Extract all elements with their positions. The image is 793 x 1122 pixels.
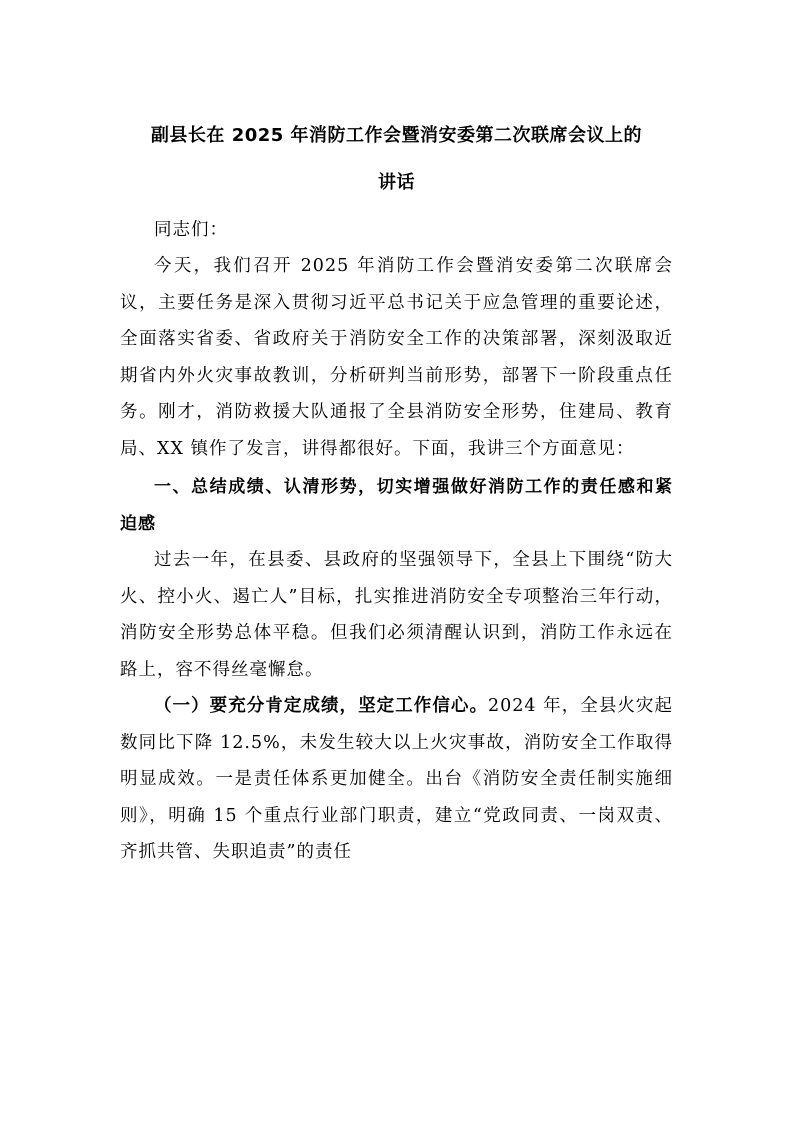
subsection-1-body: 2024 年，全县火灾起数同比下降 12.5%，未发生较大以上火灾事故，消防安全工作取得明显成效。一是责任体系更加健全。出台《消防安全责任制实施细则》，明确 15 个重点行业部门职责，建立“党政同责、一岗双责、齐抓共管、失职追责”的责任: [120, 696, 673, 862]
section-1-heading: 一、总结成绩、认清形势，切实增强做好消防工作的责任感和紧迫感: [120, 477, 673, 534]
document-page: [120, 112, 673, 871]
intro-paragraph: 今天，我们召开 2025 年消防工作会暨消安委第二次联席会议，主要任务是深入贯彻习近平总书记关于应急管理的重要论述，全面落实省委、省政府关于消防安全工作的决策部署，深刻汲取近期省内外火灾事故教训，分析研判当前形势，部署下一阶段重点任务。刚才，消防救援大队通报了全县消防安全形势，住建局、教育局、XX 镇作了发言，讲得都很好。下面，我讲三个方面意见：: [120, 256, 673, 459]
salutation: 同志们：: [154, 220, 228, 240]
section-1-paragraph: 过去一年，在县委、县政府的坚强领导下，全县上下围绕“防大火、控小火、遏亡人”目标，扎实推进消防安全专项整治三年行动，消防安全形势总体平稳。但我们必须清醒认识到，消防工作永远在路上，容不得丝毫懈怠。: [120, 550, 673, 680]
subsection-1-paragraph: [120, 688, 673, 871]
title-line-1: 副县长在 2025 年消防工作会暨消安委第二次联席会议上的: [150, 125, 643, 146]
title-line-2: 讲话: [378, 172, 415, 193]
document-title: [120, 112, 673, 206]
subsection-1-lead: （一）要充分肯定成绩，坚定工作信心。: [154, 696, 488, 716]
